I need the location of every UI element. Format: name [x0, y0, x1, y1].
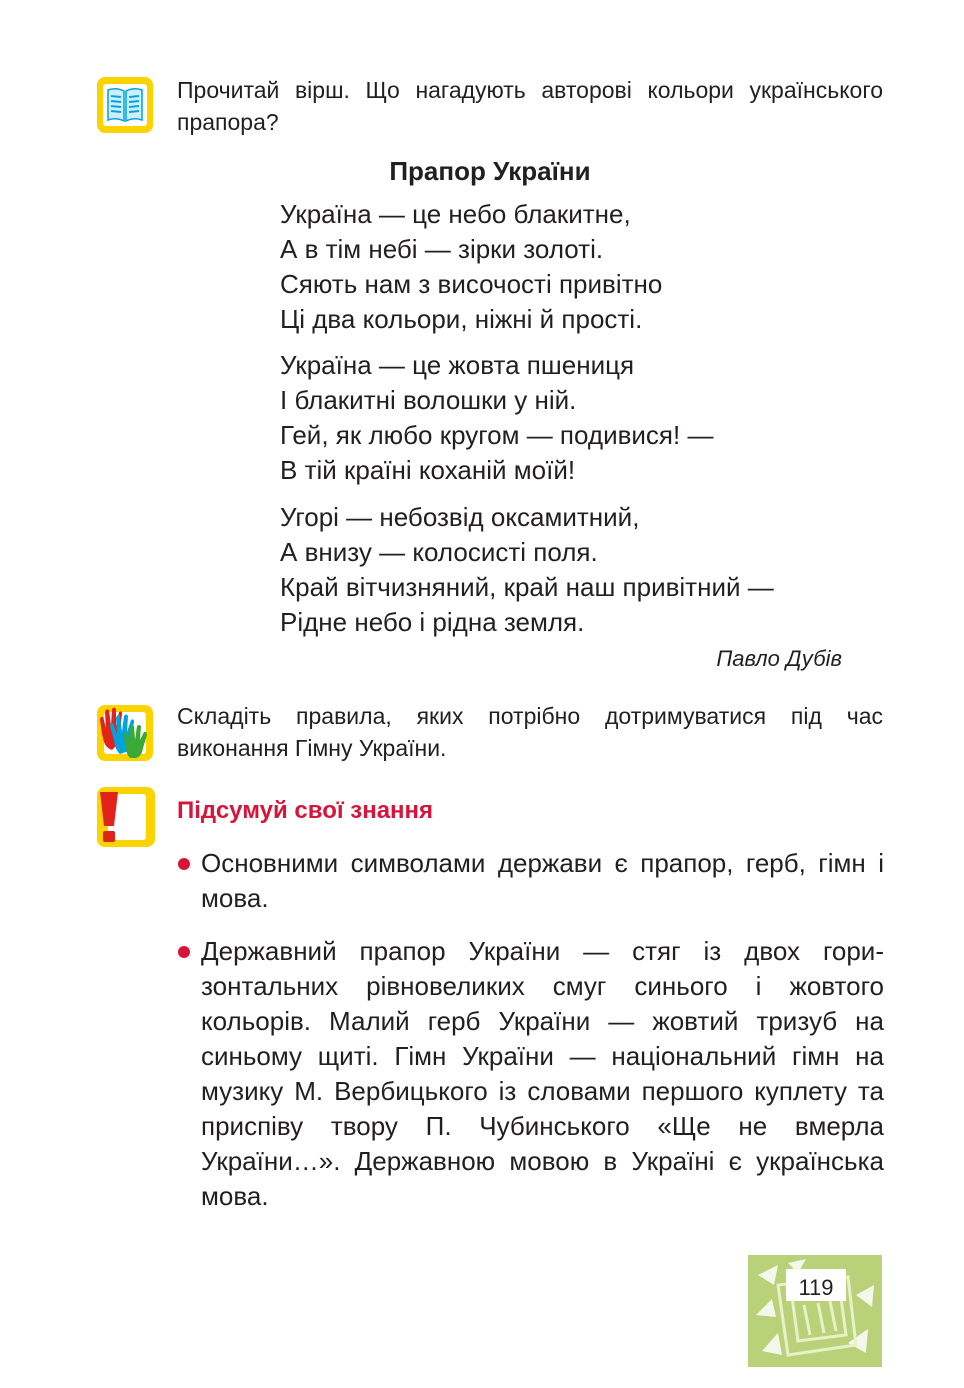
poem-stanza — [280, 500, 900, 640]
poem-stanza — [280, 197, 900, 337]
summary-heading: Підсумуй свої знання — [177, 797, 434, 824]
exclamation-icon — [96, 786, 156, 848]
poem-line: Ці два кольори, ніжні й прості. — [280, 304, 643, 334]
task-instruction: Складіть правила, яких потрібно дотримуватися під час виконання Гімну України. — [177, 703, 883, 761]
poem-line: Край вітчизняний, край наш привітний — — [280, 572, 774, 602]
poem-line: Гей, як любо кругом — подивися! — — [280, 420, 714, 450]
page-number: 119 — [798, 1275, 834, 1300]
list-item-text: Державний прапор України — стяг із двох горизонтальних рівновеликих смуг синього і жовтого кольорів. Малий герб України — жовтий тризуб на синьому щиті. Гімн України — національний гімн на музику М. Вербицького із словами першого куплету та приспіву твору П. Чубинського «Ще не вмерла України…». Державною мовою в Україні є українська мова. — [201, 936, 884, 1211]
list-item-text: Основними символами держави є прапор, герб, гімн і мова. — [201, 848, 884, 913]
poem-line: А внизу — колосисті поля. — [280, 537, 598, 567]
bullet-icon — [178, 946, 190, 958]
poem-line: Рідне небо і рідна земля. — [280, 607, 585, 637]
task-instruction: Прочитай вірш. Що нагадують авторові кольори українського прапора? — [177, 77, 883, 135]
poem-title: Прапор України — [389, 156, 591, 186]
poem-stanza — [280, 348, 900, 488]
poem-line: В тій країні коханій моїй! — [280, 455, 576, 485]
list-item — [178, 934, 884, 1214]
poem-line: Україна — це жовта пшениця — [280, 350, 635, 380]
list-item — [178, 846, 884, 916]
poem-line: І блакитні волошки у ній. — [280, 385, 577, 415]
page-ornament — [748, 1255, 882, 1367]
bullet-icon — [178, 858, 190, 870]
poem-author: Павло Дубів — [716, 646, 842, 671]
hands-icon — [96, 704, 154, 762]
poem-line: Україна — це небо блакитне, — [280, 199, 631, 229]
book-icon — [96, 76, 154, 134]
poem-line: Угорі — небозвід оксамитний, — [280, 502, 640, 532]
poem-line: Сяють нам з височості привітно — [280, 269, 663, 299]
poem-line: А в тім небі — зірки золоті. — [280, 234, 604, 264]
